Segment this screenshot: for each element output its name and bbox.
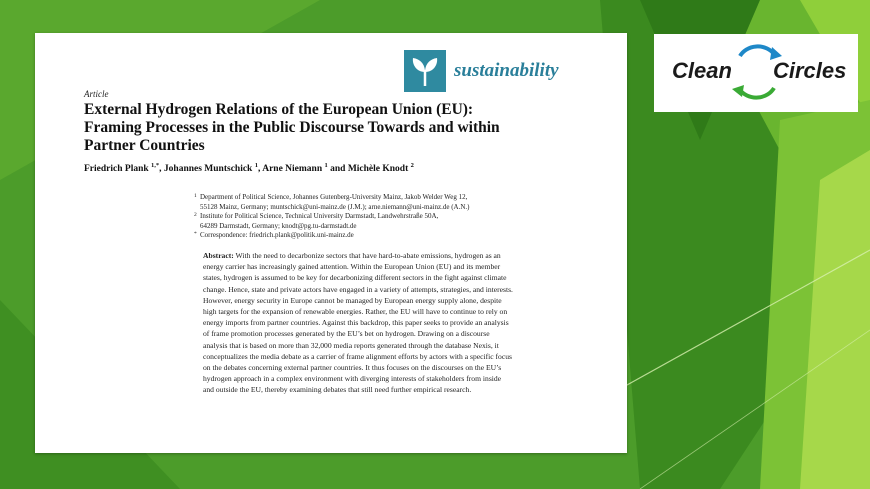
author-list (84, 162, 414, 174)
abstract-label: Abstract: (203, 251, 234, 260)
abstract-line: on the debates concerning external partner countries. It thus focuses on the discourses on the EU’s (203, 363, 502, 373)
abstract-line: high targets for the expansion of renewable energies. Rather, the EU will have to continue to rely on (203, 307, 508, 317)
abstract-line: With the need to decarbonize sectors that have hard-to-abate emissions, hydrogen as an (233, 251, 501, 260)
abstract-line: However, energy security in Europe cannot be managed by European energy supply alone, despite (203, 295, 502, 305)
author-separator: , (159, 164, 164, 175)
title-line: Framing Processes in the Public Discourse Towards and within (84, 119, 500, 136)
paper-title (84, 101, 584, 155)
journal-logo (404, 49, 582, 93)
clean-circles-logo (654, 34, 858, 112)
affiliation-number: 2 (194, 212, 197, 218)
abstract-line: hydrogen approach in a complex environment with diverging interests of stakeholders from inside (203, 374, 502, 384)
author-affil: 1 (254, 162, 258, 169)
author-affil: 1,* (151, 162, 160, 169)
affiliation-line: 55128 Mainz, Germany; muntschick@uni-mainz.de (J.M.); arne.niemann@uni-mainz.de (A.N.) (200, 202, 470, 211)
affiliation-number: * (194, 231, 197, 237)
affiliation-line: 64289 Darmstadt, Germany; knodt@pg.tu-darmstadt.de (200, 221, 357, 230)
article-type: Article (84, 89, 109, 99)
abstract-line: of frame promotion processes generated by the EU’s bet on hydrogen. Drawing on a discourse (203, 329, 490, 339)
author-name: Friedrich Plank (84, 164, 149, 175)
abstract-line: and outside the EU, thereby examining debates that still need further empirical research. (203, 385, 472, 395)
author-name: Johannes Muntschick (163, 164, 253, 175)
abstract-line: energy carrier has increasingly gained attention. Within the European Union (EU) and its member (203, 262, 501, 272)
affiliation-line: Institute for Political Science, Technical University Darmstadt, Landwehrstraße 50A, (200, 212, 439, 220)
leaf-sprout-icon (404, 50, 446, 92)
author-name: Arne Niemann (262, 164, 323, 175)
abstract-line: states, hydrogen is assumed to be key for decarbonizing different sectors in the fight against climate (203, 273, 507, 283)
author-separator: , (257, 164, 263, 175)
author-affil: 2 (410, 162, 414, 169)
correspondence (194, 231, 600, 241)
abstract (203, 250, 587, 396)
author-separator: and (327, 164, 348, 175)
author-name: Michèle Knodt (347, 164, 409, 175)
affiliation-line: Department of Political Science, Johannes Gutenberg-University Mainz, Jakob Welder Weg 12, (200, 193, 468, 201)
title-line: External Hydrogen Relations of the European Union (EU): (84, 101, 474, 118)
journal-name: sustainability (454, 60, 559, 81)
title-line: Partner Countries (84, 137, 205, 154)
abstract-line: analysis that is based on more than 32,000 media reports generated through the database Nexis, it (203, 340, 499, 350)
affiliation-1 (194, 193, 600, 212)
affiliation-number: 1 (194, 193, 197, 199)
affiliation-line: Correspondence: friedrich.plank@politik.uni-mainz.de (200, 231, 354, 239)
abstract-line: change. Hence, state and private actors have engaged in a variety of attempts, strategies, and interests. (203, 284, 513, 294)
abstract-line: conceptualizes the media debate as a carrier of frame alignment efforts by actors with a specific focus (203, 351, 512, 361)
affiliation-2 (194, 212, 600, 231)
clean-circles-word2: Circles (773, 58, 847, 83)
author-affil: 1 (324, 162, 328, 169)
clean-circles-word1: Clean (672, 58, 732, 83)
abstract-line: energy imports from partner countries. Against this backdrop, this paper seeks to provide an analysis (203, 318, 509, 328)
